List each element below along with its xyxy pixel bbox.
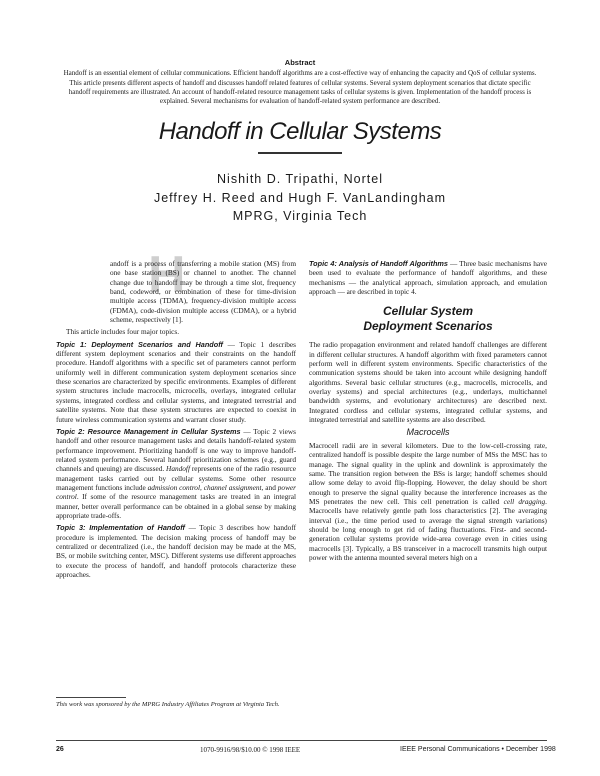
topic-4-text: — Three basic mechanisms have been used to evaluate the performance of handoff algorithms, and these mechanisms — the analytical approach, simulation approach, and emulation approach — are described in topic 4. [309, 259, 547, 297]
topic-1-paragraph [56, 340, 296, 424]
intro-paragraph-2: This article includes four major topics. [66, 327, 180, 337]
section-heading-line-2: Deployment Scenarios [363, 319, 493, 334]
topic-2-emphasis-2: admission control, channel assignment, [147, 482, 264, 492]
author-affiliation: MPRG, Virginia Tech [232, 209, 368, 223]
journal-line: IEEE Personal Communications • December 1998 [400, 746, 556, 753]
topic-2-text-c: and [263, 482, 278, 492]
topic-2-paragraph [56, 427, 296, 520]
author-line-2: Jeffrey H. Reed and Hugh F. VanLandingham [153, 191, 447, 205]
topic-2-label: Topic 2: Resource Management in Cellular Systems [56, 426, 241, 436]
footnote-rule [56, 697, 126, 698]
topic-1-label: Topic 1: Deployment Scenarios and Handoff [56, 339, 223, 349]
article-title: Handoff in Cellular Systems [158, 118, 442, 145]
topic-3-paragraph [56, 523, 296, 579]
left-column [56, 259, 296, 582]
abstract-text: Handoff is an essential element of cellular communications. Efficient handoff algorithms are a cost-effective way of enhancing the capacity and QoS of cellular systems. This article presents different aspects of handoff and discusses handoff related features of cellular systems. Several system deployment scenarios that dictate specific handoff requirements are illustrated. An account of handoff-related resource management tasks of cellular systems is given. Implementation of the handoff process is explained. Several mechanisms for evaluation of handoff-related system performance are described. [63, 69, 537, 106]
author-line-1: Nishith D. Tripathi, Nortel [217, 172, 383, 186]
footnote: This work was sponsored by the MPRG Industry Affiliates Program at Virginia Tech. [56, 701, 280, 708]
macrocells-text: Macrocell radii are in several kilometers. Due to the low-cell-crossing rate, centralized handoff is possible despite the large number of MSs the MSC has to manage. The signal quality in the uplink and downlink is approximately the same. The transition region between the BSs is large; handoff schemes should allow some delay to avoid flip-flopping. However, the delay should be short enough to preserve the signal quality because the interference increases as the MS penetrates the new cell. This cell penetration is called [309, 440, 547, 506]
footer-rule [56, 740, 547, 741]
topic-2-text: — Topic 2 views handoff and other resource management tasks and details handoff-related system performance improvement. Prioritizing handoff is one way to improve handoff-related system performance. Several handoff prioritization schemes (e.g., guard channels and queuing) are discussed. [56, 426, 296, 474]
section-heading-line-1: Cellular System [382, 304, 474, 319]
topic-2-emphasis-3: power control [56, 482, 297, 502]
right-column [309, 259, 547, 565]
title-rule [258, 152, 342, 154]
topic-2-text-b: represents one of the radio resource management tasks carried out by cellular systems. Some other resource management functions include [56, 464, 296, 492]
topic-3-text: — Topic 3 describes how handoff procedure is implemented. The decision making process of handoff may be centralized or decentralized (i.e., the handoff decision may be made at the MS, BS, or mobile switching center, MSC). Different systems use different approaches to execute the process of handoff, and handoff protocols characterize these approaches. [56, 523, 296, 579]
issn-line: 1070-9916/98/$10.00 © 1998 IEEE [200, 746, 301, 754]
macrocells-text-b: . Macrocells have relatively gentle path loss characteristics [2]. The averaging interval (i.e., the time period used to average the signal strength variations) should be long enough to get rid of fading fluctuations. First- and second-generation cellular systems provide wide-area coverage even in cities using macrocells [3]. Typically, a BS transceiver in a macrocell transmits high output power with the antenna mounted several meters high on a [309, 496, 547, 562]
abstract-heading: Abstract [284, 58, 316, 67]
abstract [60, 58, 540, 106]
intro-paragraph: andoff is a process of transferring a mobile station (MS) from one base station (BS) or channel to another. The channel change due to handoff may be through a time slot, frequency band, codeword, or combination of these for time-division multiple access (TDMA), frequency-division multiple access (FDMA), code-division multiple access (CDMA), or a hybrid scheme, respectively [1]. [110, 259, 296, 325]
drop-cap: H [148, 246, 186, 304]
page-number: 26 [56, 746, 64, 753]
macrocells-emphasis: cell dragging [503, 496, 546, 506]
section-paragraph: The radio propagation environment and related handoff challenges are different in different cellular structures. A handoff algorithm with fixed parameters cannot perform well in different system environments. Specific characteristics of the communication systems should be taken into account while designing handoff algorithms. Several basic cellular structures (e.g., macrocells, microcells, and overlay systems) and special architectures (e.g., underlays, multichannel bandwidth systems, and evolutionary architectures) are described next. Integrated cordless and cellular systems, integrated cellular systems, and integrated terrestrial and satellite systems are also described. [309, 340, 547, 425]
topic-4-paragraph [309, 259, 547, 296]
topic-3-label: Topic 3: Implementation of Handoff [56, 523, 185, 533]
subsection-heading: Macrocells [406, 427, 450, 438]
topic-2-emphasis: Handoff [166, 464, 190, 474]
topic-1-text: — Topic 1 describes different system deployment scenarios and their constraints on the handoff procedure. Handoff algorithms with a specific set of parameters cannot perform uniformly well in different communication system deployment scenarios since these scenarios are characterized by specific environments. Examples of different system structures include macrocells, microcells, overlays, integrated cellular systems, integrated cordless and cellular systems, and integrated terrestrial and satellite systems. Note that these system structures are expected to coexist in future wireless communication systems and warrant closer study. [56, 339, 296, 424]
topic-2-text-d: . If some of the resource management tasks are treated in an integral manner, better overall performance can be obtained in a global sense by making appropriate trade-offs. [56, 492, 296, 520]
section-heading [309, 304, 547, 334]
macrocells-paragraph [309, 441, 547, 562]
topic-4-label: Topic 4: Analysis of Handoff Algorithms [309, 259, 448, 268]
